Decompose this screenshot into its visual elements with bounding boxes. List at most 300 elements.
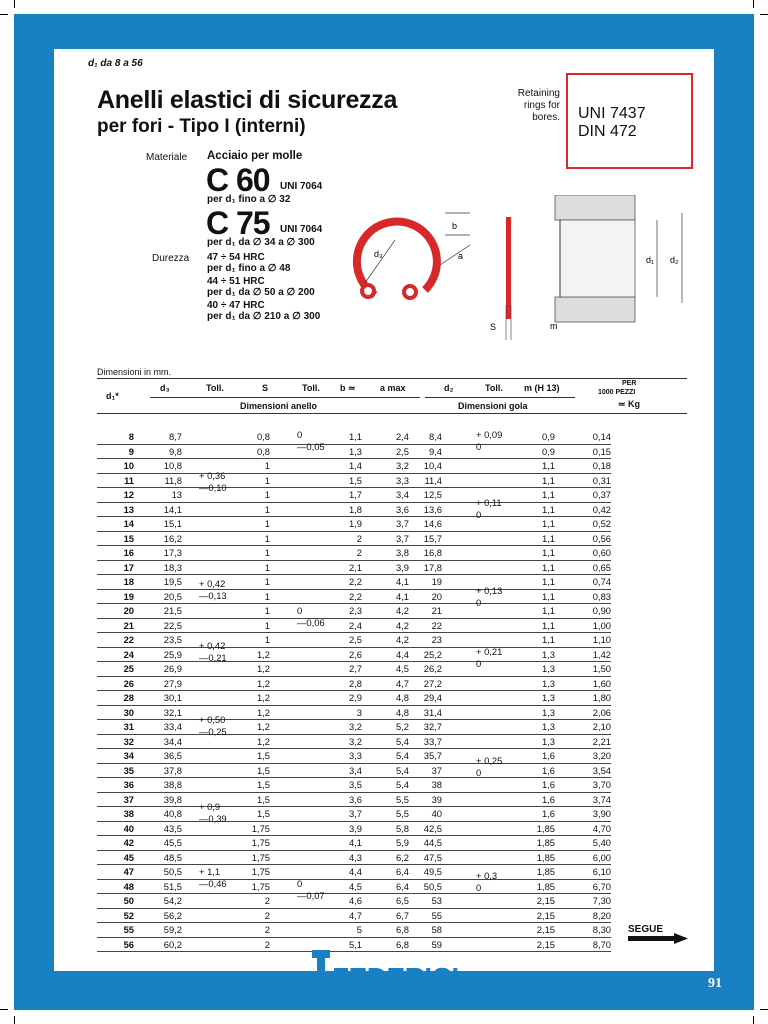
cell-s: 1,5	[256, 750, 270, 761]
col-s: S	[262, 383, 269, 393]
crop-mark	[753, 0, 754, 8]
cell-b: 3,4	[348, 764, 362, 776]
cell-d1: 25	[123, 663, 134, 674]
table-row	[97, 488, 611, 503]
cell-m: 1,3	[541, 648, 555, 660]
tolerance-lower: —0,05	[297, 441, 325, 452]
cell-d3: 16,2	[163, 532, 182, 544]
cell-kg: 1,50	[592, 663, 611, 674]
standards-box	[566, 73, 693, 169]
cell-b: 2,3	[348, 605, 362, 616]
cell-a: 4,7	[395, 677, 409, 689]
cell-s: 1,5	[256, 808, 270, 819]
cell-s: 1	[264, 532, 270, 544]
cell-d1: 56	[123, 938, 134, 950]
table-row	[97, 850, 611, 865]
cell-d3: 48,5	[163, 851, 182, 863]
table-row	[97, 473, 611, 488]
cell-a: 3,9	[395, 561, 409, 573]
cell-tol1	[182, 691, 244, 706]
cell-d2: 59	[431, 938, 442, 950]
cell-tol1	[182, 923, 244, 938]
cell-tol2	[270, 749, 327, 764]
group-rule-2	[425, 397, 575, 398]
cell-a: 6,4	[395, 866, 409, 877]
cell-tol2	[270, 546, 327, 561]
cell-d3: 21,5	[163, 605, 182, 616]
cell-m: 1,85	[536, 880, 555, 892]
cell-tol3	[442, 894, 500, 909]
cell-d2: 12,5	[423, 489, 442, 500]
cell-kg: 0,42	[592, 503, 611, 515]
cell-d3: 17,3	[163, 547, 182, 558]
cell-d3: 25,9	[163, 648, 182, 660]
cell-d3: 33,4	[163, 721, 182, 732]
cell-d2: 32,7	[423, 721, 442, 732]
cell-d3: 8,7	[168, 431, 182, 442]
cell-tol3	[442, 778, 500, 793]
crop-mark	[14, 1016, 15, 1024]
cell-tol2	[270, 778, 327, 793]
hardness-1-note: per d₁ fino a ∅ 48	[207, 263, 291, 274]
tolerance-tol_d3	[199, 640, 249, 664]
cell-tol3	[442, 937, 500, 952]
cell-b: 2	[356, 547, 362, 558]
group-groove-dims: Dimensioni gola	[458, 401, 528, 411]
cell-d1: 42	[123, 837, 134, 848]
group-ring-dims: Dimensioni anello	[240, 401, 318, 411]
cell-m: 1,1	[541, 474, 555, 486]
cell-b: 1,1	[348, 431, 362, 442]
tolerance-upper: 0	[297, 605, 303, 616]
tolerance-lower: 0	[476, 882, 482, 893]
table-row	[97, 633, 611, 648]
cell-kg: 3,90	[592, 808, 611, 819]
cell-d2: 37	[431, 764, 442, 776]
cell-tol3	[442, 850, 500, 865]
d3-label: d₃	[374, 249, 383, 259]
tolerance-upper: 0	[297, 878, 303, 889]
table-row	[97, 778, 611, 793]
cell-tol2	[270, 560, 327, 575]
cell-d3: 27,9	[163, 677, 182, 689]
cell-m: 1,6	[541, 793, 555, 805]
cell-s: 1	[264, 576, 270, 587]
cell-b: 5,1	[348, 938, 362, 950]
d1-label: d₁	[646, 255, 655, 265]
cell-b: 2	[356, 532, 362, 544]
cell-tol3	[442, 473, 500, 488]
cell-d3: 30,1	[163, 692, 182, 703]
cell-kg: 3,74	[592, 793, 611, 805]
table-row	[97, 430, 611, 444]
cell-d3: 11,8	[164, 474, 182, 486]
cell-s: 0,8	[256, 431, 270, 442]
cell-d2: 27,2	[423, 677, 442, 689]
cell-m: 1,85	[536, 851, 555, 863]
table-row	[97, 502, 611, 517]
cell-d1: 52	[123, 909, 134, 921]
cell-s: 1,75	[251, 822, 270, 834]
cell-d1: 8	[128, 431, 134, 442]
cell-b: 1,7	[348, 489, 362, 500]
cell-d1: 40	[123, 822, 134, 834]
table-row	[97, 531, 611, 546]
cell-b: 2,5	[348, 634, 362, 645]
cell-a: 4,8	[395, 706, 409, 718]
cell-kg: 0,65	[592, 561, 611, 573]
cell-tol2	[270, 865, 327, 880]
cell-b: 4,4	[348, 866, 362, 877]
cell-s: 1,75	[251, 880, 270, 892]
cell-a: 4,5	[395, 663, 409, 674]
arrow-right-icon	[628, 933, 688, 945]
cell-tol1	[182, 604, 244, 619]
cell-a: 3,3	[395, 474, 409, 486]
cell-d3: 59,2	[163, 924, 182, 935]
cell-m: 1,85	[536, 822, 555, 834]
cell-s: 1	[264, 634, 270, 645]
cell-d1: 20	[123, 605, 134, 616]
cell-b: 1,4	[348, 460, 362, 471]
cell-s: 1,2	[256, 677, 270, 689]
cell-d1: 12	[123, 489, 134, 500]
cell-d2: 55	[431, 909, 442, 921]
table-row	[97, 705, 611, 720]
tolerance-tol_s	[297, 878, 337, 902]
cell-d3: 20,5	[163, 590, 182, 602]
cell-d3: 23,5	[163, 634, 182, 645]
cell-d3: 34,4	[163, 735, 182, 747]
cell-d1: 24	[123, 648, 134, 660]
cell-m: 1,3	[541, 663, 555, 674]
cell-m: 1,1	[541, 518, 555, 529]
table-row	[97, 937, 611, 952]
cell-m: 2,15	[536, 909, 555, 921]
cell-a: 4,2	[395, 605, 409, 616]
cell-kg: 0,56	[592, 532, 611, 544]
cell-s: 1	[264, 619, 270, 631]
cell-d1: 48	[123, 880, 134, 892]
cell-s: 1	[264, 561, 270, 573]
cell-kg: 1,80	[592, 692, 611, 703]
cell-tol1	[182, 517, 244, 532]
col-per: PER	[622, 380, 637, 387]
table-row	[97, 560, 611, 575]
tolerance-upper: + 0,09	[476, 429, 503, 440]
material-value: Acciaio per molle	[207, 150, 303, 162]
cell-d1: 31	[123, 721, 134, 732]
cell-a: 2,4	[395, 431, 409, 442]
cell-m: 1,1	[541, 634, 555, 645]
cell-m: 1,3	[541, 721, 555, 732]
cell-d2: 29,4	[423, 692, 442, 703]
tolerance-upper: + 0,42	[199, 578, 226, 589]
cell-d1: 21	[123, 619, 134, 631]
cell-s: 1,2	[256, 663, 270, 674]
table-top-rule	[97, 378, 687, 379]
cell-tol3	[442, 459, 500, 474]
cell-s: 1,2	[256, 692, 270, 703]
cell-d2: 9,4	[428, 445, 442, 457]
cell-d1: 10	[123, 460, 134, 471]
hardness-label: Durezza	[152, 253, 190, 264]
col-d1: d₁*	[106, 391, 119, 401]
cell-b: 2,9	[348, 692, 362, 703]
cell-kg: 5,40	[592, 837, 611, 848]
tolerance-upper: + 0,9	[199, 801, 221, 812]
c60-standard: UNI 7064	[280, 181, 323, 192]
tolerance-tol_d2	[476, 585, 516, 609]
cell-b: 1,3	[348, 445, 362, 457]
tolerance-tol_d2	[476, 497, 516, 521]
tolerance-upper: + 0,11	[476, 497, 502, 508]
table-row	[97, 763, 611, 778]
table-row	[97, 734, 611, 749]
tolerance-lower: —0,10	[199, 482, 227, 493]
col-d3: d₃	[160, 383, 170, 393]
cell-m: 2,15	[536, 938, 555, 950]
cell-tol2	[270, 589, 327, 604]
cell-s: 1	[264, 547, 270, 558]
cell-d3: 37,8	[163, 764, 182, 776]
cell-tol1	[182, 937, 244, 952]
cell-s: 1,5	[256, 764, 270, 776]
tolerance-lower: —0,25	[199, 726, 227, 737]
table-row	[97, 720, 611, 735]
cell-s: 1,2	[256, 735, 270, 747]
cell-kg: 1,00	[592, 619, 611, 631]
cell-tol2	[270, 488, 327, 503]
cell-tol2	[270, 836, 327, 851]
table-row	[97, 908, 611, 923]
cell-a: 3,7	[395, 532, 409, 544]
cell-b: 1,9	[348, 518, 362, 529]
footer-band-left	[54, 971, 247, 1008]
cell-m: 1,3	[541, 677, 555, 689]
cell-kg: 6,00	[592, 851, 611, 863]
b-label: b	[452, 221, 458, 231]
cell-a: 3,8	[395, 547, 409, 558]
cell-d3: 40,8	[163, 808, 182, 819]
cell-d1: 14	[123, 518, 134, 529]
col-m: m (H 13)	[524, 383, 560, 393]
cell-b: 3,2	[348, 721, 362, 732]
material-label: Materiale	[146, 152, 188, 163]
hardness-2-note: per d₁ da ∅ 50 a ∅ 200	[207, 287, 315, 298]
cell-kg: 8,20	[592, 909, 611, 921]
cell-a: 4,4	[395, 648, 409, 660]
table-row	[97, 749, 611, 764]
tolerance-upper: + 0,50	[199, 714, 226, 725]
table-row	[97, 879, 611, 894]
cell-a: 3,2	[395, 460, 409, 471]
cell-a: 6,8	[395, 938, 409, 950]
cell-d3: 13	[171, 489, 182, 500]
cell-a: 4,2	[395, 634, 409, 645]
cell-m: 0,9	[541, 431, 555, 442]
cell-b: 3,2	[348, 735, 362, 747]
cell-a: 5,5	[395, 793, 409, 805]
group-rule-1	[150, 397, 420, 398]
cell-s: 1,5	[256, 793, 270, 805]
cell-m: 1,1	[541, 590, 555, 602]
cell-s: 1	[264, 460, 270, 471]
hardness-2: 44 ÷ 51 HRC	[207, 276, 265, 287]
tolerance-lower: 0	[476, 597, 482, 608]
cell-a: 2,5	[395, 445, 409, 457]
cell-b: 2,2	[348, 590, 362, 602]
cell-b: 2,6	[348, 648, 362, 660]
english-caption: Retaining rings for bores.	[517, 88, 560, 123]
cell-a: 3,4	[395, 489, 409, 500]
crop-mark	[753, 1016, 754, 1024]
cell-a: 6,8	[395, 924, 409, 935]
cell-kg: 3,70	[592, 779, 611, 790]
hardness-3: 40 ÷ 47 HRC	[207, 300, 265, 311]
cell-m: 1,1	[541, 561, 555, 573]
cell-b: 3,6	[348, 793, 362, 805]
cell-kg: 6,10	[592, 866, 611, 877]
cell-d1: 50	[123, 895, 134, 906]
table-row	[97, 589, 611, 604]
cell-tol3	[442, 836, 500, 851]
cell-s: 1,75	[251, 851, 270, 863]
cell-tol2	[270, 459, 327, 474]
cell-m: 1,6	[541, 764, 555, 776]
a-dimension-line	[440, 245, 470, 265]
tolerance-upper: + 0,25	[476, 755, 503, 766]
cell-d1: 45	[123, 851, 134, 863]
cell-a: 4,1	[395, 590, 409, 602]
table-row	[97, 821, 611, 836]
hardness-1: 47 ÷ 54 HRC	[207, 252, 265, 263]
cell-tol1	[182, 836, 244, 851]
d3-dimension-line	[365, 240, 395, 283]
cell-a: 5,4	[395, 750, 409, 761]
col-toll-2: Toll.	[302, 383, 320, 393]
cell-a: 6,5	[395, 895, 409, 906]
cell-d3: 45,5	[163, 837, 182, 848]
crop-mark	[760, 14, 768, 15]
cell-a: 5,2	[395, 721, 409, 732]
cell-m: 1,1	[541, 576, 555, 587]
table-row	[97, 662, 611, 677]
cell-kg: 0,31	[592, 474, 611, 486]
cell-s: 0,8	[256, 445, 270, 457]
cell-tol3	[442, 923, 500, 938]
cell-tol2	[270, 763, 327, 778]
crop-mark	[0, 14, 8, 15]
cell-kg: 0,83	[592, 590, 611, 602]
cell-s: 1	[264, 590, 270, 602]
cell-tol3	[442, 807, 500, 822]
col-toll-3: Toll.	[485, 383, 503, 393]
page-number: 91	[708, 976, 722, 991]
cell-d2: 40	[431, 808, 442, 819]
cell-d3: 14,1	[163, 503, 182, 515]
cell-m: 1,3	[541, 692, 555, 703]
cell-tol2	[270, 473, 327, 488]
cell-b: 2,7	[348, 663, 362, 674]
footer-band-right	[522, 971, 714, 1008]
cell-d3: 43,5	[163, 822, 182, 834]
tolerance-lower: —0,46	[199, 878, 227, 889]
cell-d3: 39,8	[163, 793, 182, 805]
cell-d1: 34	[123, 750, 134, 761]
cell-a: 5,8	[395, 822, 409, 834]
cell-d3: 10,8	[163, 460, 182, 471]
cell-tol2	[270, 807, 327, 822]
cell-a: 5,4	[395, 764, 409, 776]
cell-b: 3,7	[348, 808, 362, 819]
cell-b: 1,8	[348, 503, 362, 515]
cell-tol1	[182, 908, 244, 923]
cell-kg: 0,14	[592, 431, 611, 442]
cell-tol1	[182, 894, 244, 909]
cell-d2: 49,5	[423, 866, 442, 877]
c75-standard: UNI 7064	[280, 224, 323, 235]
cell-s: 1	[264, 518, 270, 529]
cell-d1: 11	[124, 474, 134, 486]
cell-d1: 35	[123, 764, 134, 776]
cell-tol2	[270, 575, 327, 590]
steel-c75: C 75	[206, 205, 270, 241]
tolerance-upper: 0	[297, 429, 303, 440]
tolerance-lower: —0,07	[297, 890, 325, 901]
diameter-range: d₁ da 8 a 56	[88, 58, 143, 69]
cell-d1: 32	[123, 735, 134, 747]
cell-d3: 56,2	[163, 909, 182, 921]
cell-m: 1,85	[536, 837, 555, 848]
cell-m: 0,9	[541, 445, 555, 457]
cell-kg: 6,70	[592, 880, 611, 892]
steel-c60: C 60	[206, 162, 270, 198]
cell-b: 3,3	[348, 750, 362, 761]
cell-s: 2	[264, 909, 270, 921]
cell-tol1	[182, 502, 244, 517]
cell-tol1	[182, 763, 244, 778]
ring-lug-left	[362, 285, 374, 297]
cell-kg: 1,42	[592, 648, 611, 660]
table-row	[97, 836, 611, 851]
cell-d2: 14,6	[423, 518, 442, 529]
cell-tol3	[442, 618, 500, 633]
table-row	[97, 517, 611, 532]
cell-kg: 3,20	[592, 750, 611, 761]
tolerance-tol_d2	[476, 870, 516, 894]
cell-d1: 36	[123, 779, 134, 790]
cell-m: 2,15	[536, 895, 555, 906]
cell-tol2	[270, 531, 327, 546]
cell-d2: 20	[431, 590, 442, 602]
table-row	[97, 647, 611, 662]
tolerance-lower: 0	[476, 509, 482, 520]
cell-d3: 32,1	[163, 706, 182, 718]
s-label: S	[490, 322, 497, 332]
bore	[560, 220, 635, 297]
cell-b: 2,2	[348, 576, 362, 587]
cell-tol3	[442, 546, 500, 561]
tolerance-tol_d3	[199, 470, 249, 494]
cell-d3: 54,2	[163, 895, 182, 906]
cell-a: 4,8	[395, 692, 409, 703]
tolerance-tol_d2	[476, 429, 516, 453]
cell-d2: 11,4	[424, 474, 442, 486]
cell-m: 1,6	[541, 750, 555, 761]
cell-tol1	[182, 560, 244, 575]
cell-a: 5,5	[395, 808, 409, 819]
